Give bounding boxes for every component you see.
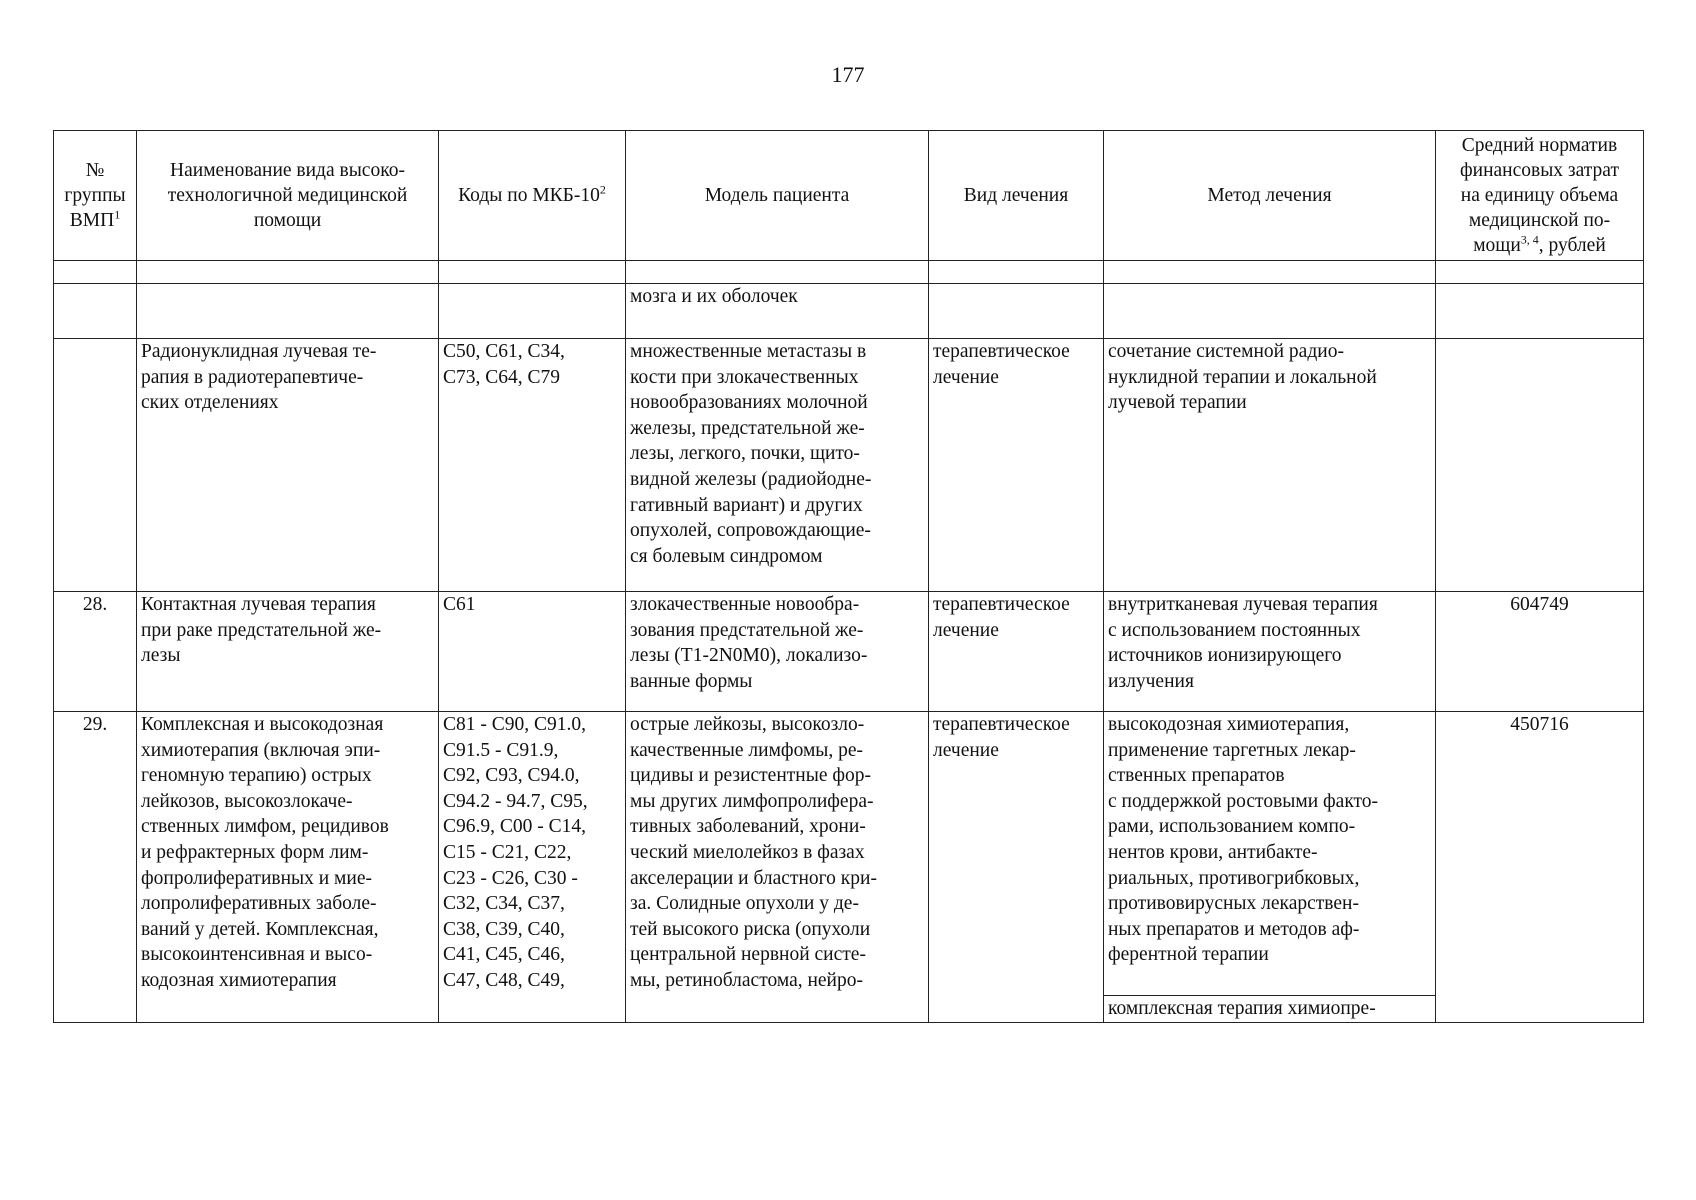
- vmp-table: [53, 130, 1644, 1023]
- header-name: Наименование вида высоко- технологичной медицинской помощи: [137, 131, 439, 261]
- cell-cost: [1436, 284, 1644, 339]
- cell-codes: [439, 284, 626, 339]
- cell-method: [1104, 284, 1436, 339]
- table-row: [54, 339, 1644, 592]
- cell-model: мозга и их оболочек: [626, 284, 929, 339]
- header-model: Модель пациента: [626, 131, 929, 261]
- cell-group: 28.: [54, 592, 137, 712]
- cell-codes: C61: [439, 592, 626, 712]
- cell-type: терапевтическое лечение: [929, 712, 1104, 1023]
- table-row: [54, 284, 1644, 339]
- table-row: [54, 712, 1644, 1023]
- header-row: [54, 131, 1644, 261]
- page-number: 177: [831, 62, 865, 87]
- table-row: [54, 592, 1644, 712]
- header-type: Вид лечения: [929, 131, 1104, 261]
- cell-cost: 450716: [1436, 712, 1644, 1023]
- cell-name: Контактная лучевая терапия при раке предстательной же- лезы: [137, 592, 439, 712]
- header-cost: Средний норматив финансовых затрат на единицу объема медицинской по- мощи$^{3, 4}$, рублей: [1436, 131, 1644, 261]
- cell-name: Радионуклидная лучевая те- рапия в радиотерапевтиче- ских отделениях: [137, 339, 439, 592]
- cell-group: [54, 284, 137, 339]
- cell-group: [54, 339, 137, 592]
- spacer-row: [54, 261, 1644, 284]
- cell-method: [1104, 712, 1436, 1023]
- header-codes: Коды по МКБ-$10^2$: [439, 131, 626, 261]
- header-group: № группы ВМП$^1$: [54, 131, 137, 261]
- header-method: Метод лечения: [1104, 131, 1436, 261]
- method-next-text: комплексная терапия химиопре-: [1104, 995, 1435, 1022]
- cell-model: острые лейкозы, высокозло- качественные лимфомы, ре- цидивы и резистентные фор- мы других лимфопролифера- тивных заболеваний, хрони- ческий миелолейкоз в фазах акселерации и бластного кри- за. Солидные опухоли у де- тей высокого риска (опухоли центральной нервной систе- мы, ретинобластома, нейро-: [626, 712, 929, 1023]
- cell-method: внутритканевая лучевая терапия с использованием постоянных источников ионизирующего излучения: [1104, 592, 1436, 712]
- cell-name: [137, 284, 439, 339]
- method-text: высокодозная химиотерапия, применение таргетных лекар- ственных препаратов с поддержкой ростовыми факто- рами, использованием компо- нентов крови, антибакте- риальных, противогрибковых, противовирусных лекарствен- ных препаратов и методов аф- ферентной терапии: [1108, 714, 1379, 966]
- cell-codes: C50, C61, C34, C73, C64, C79: [439, 339, 626, 592]
- cell-model: множественные метастазы в кости при злокачественных новообразованиях молочной железы, предстательной же- лезы, легкого, почки, щито- видной железы (радиойодне- гативный вариант) и других опухолей, сопровождающие- ся болевым синдромом: [626, 339, 929, 592]
- cell-name: Комплексная и высокодозная химиотерапия (включая эпи- геномную терапию) острых лейкозов, высокозлокаче- ственных лимфом, рецидивов и рефрактерных форм лим- фопролиферативных и мие- лопролиферативных заболе- ваний у детей. Комплексная, высокоинтенсивная и высо- кодозная химиотерапия: [137, 712, 439, 1023]
- cell-method: сочетание системной радио- нуклидной терапии и локальной лучевой терапии: [1104, 339, 1436, 592]
- cell-model: злокачественные новообра- зования предстательной же- лезы (T1-2N0M0), локализо- ванные формы: [626, 592, 929, 712]
- cell-type: терапевтическое лечение: [929, 339, 1104, 592]
- cell-group: 29.: [54, 712, 137, 1023]
- cell-type: терапевтическое лечение: [929, 592, 1104, 712]
- cell-cost: 604749: [1436, 592, 1644, 712]
- cell-codes: C81 - C90, C91.0, C91.5 - C91.9, C92, C93, C94.0, C94.2 - 94.7, C95, C96.9, C00 - C14, C15 - C21, C22, C23 - C26, C30 - C32, C34, C37, C38, C39, C40, C41, C45, C46, C47, C48, C49,: [439, 712, 626, 1023]
- cell-type: [929, 284, 1104, 339]
- cell-cost: [1436, 339, 1644, 592]
